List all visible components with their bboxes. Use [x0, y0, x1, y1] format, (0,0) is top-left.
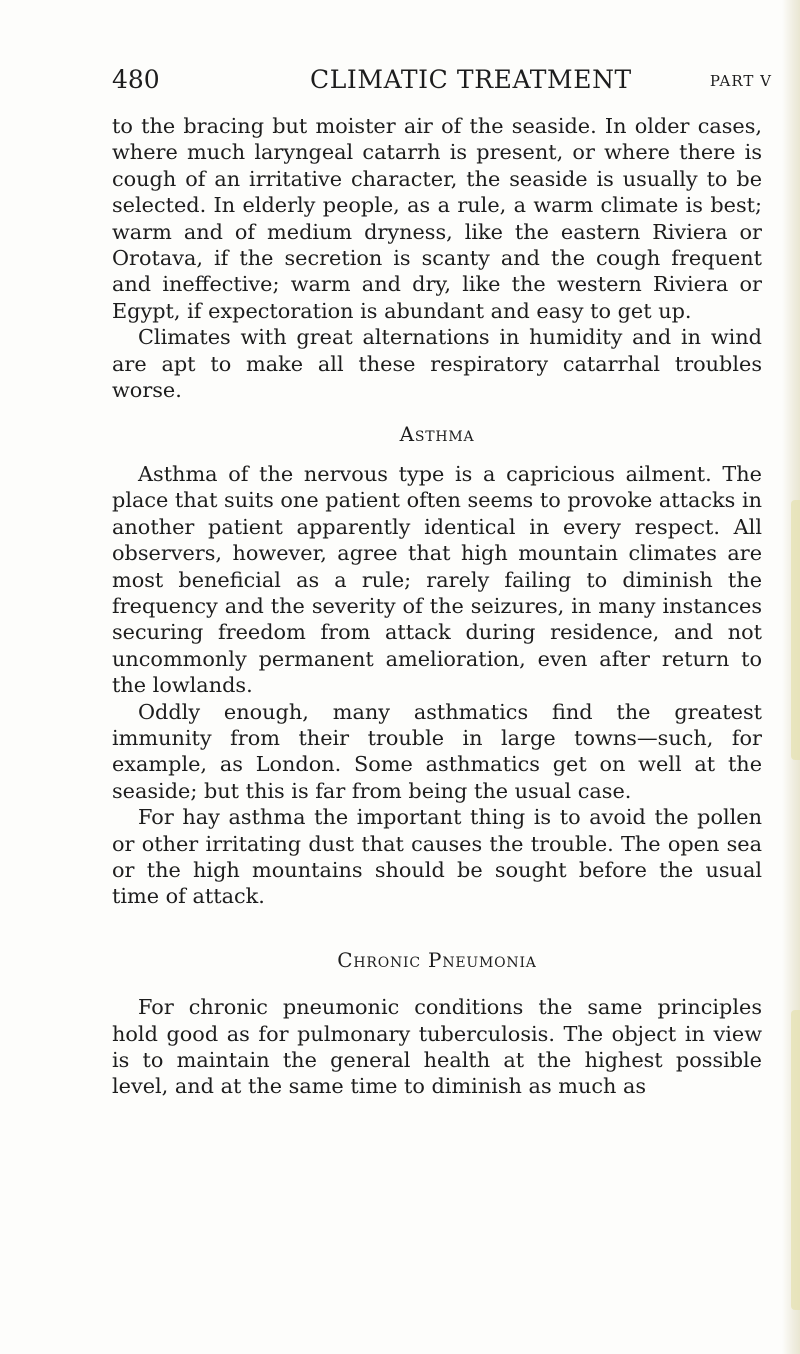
paragraph: For hay asthma the important thing is to avoid the pollen or other irritating dust that causes the trouble. The open sea or the high mountains should be sought before the usual time of attack.: [112, 805, 762, 909]
body-text: [112, 113, 762, 1100]
section-heading-chronic-pneumonia: Chronic Pneumonia: [337, 947, 537, 972]
page-number: 480: [112, 65, 160, 94]
paragraph: Oddly enough, many asthmatics find the greatest immunity from their trouble in large towns—such, for example, as London. Some asthmatics get on well at the seaside; but this is far from being the usual case.: [112, 699, 762, 803]
paragraph: Asthma of the nervous type is a capricious ailment. The place that suits one patient often seems to provoke attacks in another patient apparently identical in every respect. All observers, however, agree that high mountain climates are most beneficial as a rule; rarely failing to diminish the frequency and the severity of the seizures, in many instances securing freedom from attack during residence, and not uncommonly permanent amelioration, even after return to the lowlands.: [112, 461, 762, 698]
running-title: CLIMATIC TREATMENT: [310, 65, 632, 94]
part-label: PART V: [709, 72, 772, 90]
paragraph: For chronic pneumonic conditions the same principles hold good as for pulmonary tuberculosis. The object in view is to maintain the general health at the highest possible level, and at the same time to diminish as much as: [112, 995, 762, 1099]
paragraph: Climates with great alternations in humidity and in wind are apt to make all these respiratory catarrhal troubles worse.: [112, 325, 762, 403]
paragraph: to the bracing but moister air of the seaside. In older cases, where much laryngeal catarrh is present, or where there is cough of an irritative character, the seaside is usually to be selected. In elderly people, as a rule, a warm climate is best; warm and of medium dryness, like the eastern Riviera or Orotava, if the secretion is scanty and the cough frequent and ineffective; warm and dry, like the western Riviera or Egypt, if expectoration is abundant and easy to get up.: [112, 114, 762, 323]
section-heading-asthma: Asthma: [399, 422, 475, 447]
page-edge-stain: [791, 1010, 800, 1310]
page-edge-stain: [791, 500, 800, 760]
running-header: [112, 62, 772, 98]
